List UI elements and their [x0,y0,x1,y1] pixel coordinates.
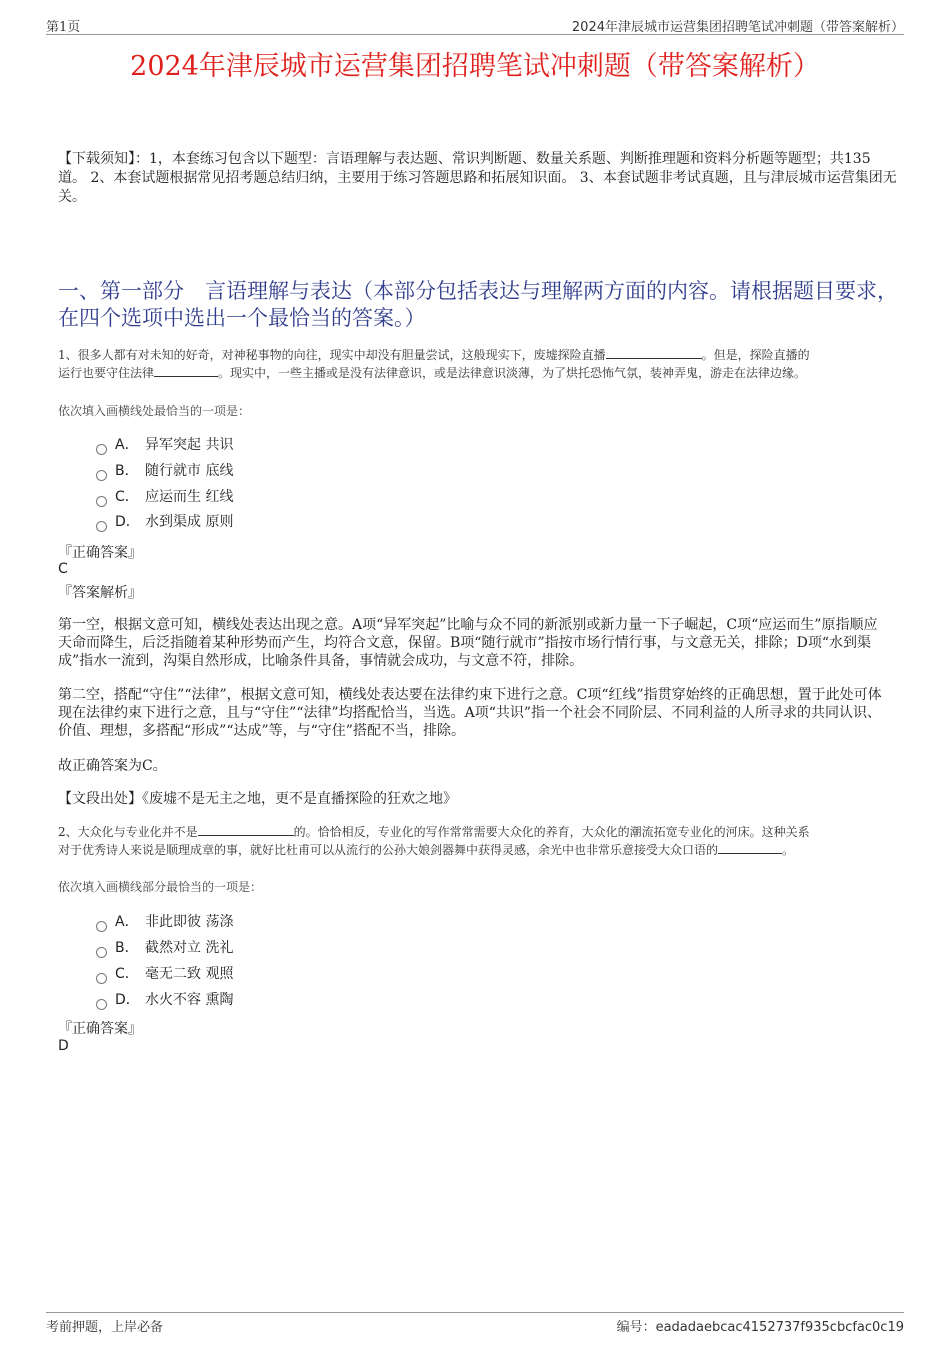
blank-3 [198,823,294,836]
q2-option-d[interactable]: D． 水火不容 熏陶 [96,989,233,1011]
download-notice: 【下载须知】：1，本套练习包含以下题型：言语理解与表达题、常识判断题、数量关系题、判断推理题和资料分析题等题型；共135道。 2、本套试题根据常见招考题总结归纳，主要用于练习答题思路和拓展知识面。 3、本套试题非考试真题，且与津辰城市运营集团无关。 [58,151,897,205]
footer-slogan: 考前押题，上岸必备 [46,1320,164,1335]
q1-answer-label: 『正确答案』 [58,545,142,561]
header-title: 2024年津辰城市运营集团招聘笔试冲刺题（带答案解析） [571,20,904,35]
q2-option-c[interactable]: C． 毫无二致 观照 [96,963,233,985]
radio-icon[interactable] [96,444,107,455]
q1-analysis-2: 第二空，搭配“守住”“法律”，根据文意可知，横线处表达要在法律约束下进行之意。C项“红线”指贯穿始终的正确思想，置于此处可体现在法律约束下进行之意，且与“守住”“法律”均搭配恰当，当选。A项“共识”指一个社会不同阶层、不同利益的人所寻求的共同认识、价值、理想，多搭配“形成”“达成”等，与“守住”搭配不当，排除。 [58,687,882,739]
radio-icon[interactable] [96,921,107,932]
radio-icon[interactable] [96,947,107,958]
q1-source: 【文段出处】《废墟不是无主之地，更不是直播探险的狂欢之地》 [58,791,457,807]
q2-option-a[interactable]: A． 非此即彼 荡涤 [96,911,233,933]
question-2-text: 2、大众化与专业化并不是 的。恰恰相反，专业化的写作常常需要大众化的养育，大众化的潮流拓宽专业化的河床。这种关系 对于优秀诗人来说是顺理成章的事，就好比杜甫可以从流行的公孙大娘剑器舞中获得灵感，余光中也非常乐意接受大众口语的 。 [58,825,810,857]
question-2-prompt: 依次填入画横线部分最恰当的一项是： [58,880,263,894]
radio-icon[interactable] [96,999,107,1010]
document-title: 2024年津辰城市运营集团招聘笔试冲刺题（带答案解析） [130,51,820,82]
q1-conclusion: 故正确答案为C。 [58,758,167,774]
page-number: 第1页 [46,20,81,35]
radio-icon[interactable] [96,521,107,532]
question-1-text: 1、很多人都有对未知的好奇，对神秘事物的向往，现实中却没有胆量尝试，这般现实下，废墟探险直播 。但是，探险直播的 运行也要守住法律 。现实中，一些主播或是没有法律意识，或是法律意识淡薄，为了烘托恐怖气氛，装神弄鬼，游走在法律边缘。 [58,348,810,380]
radio-icon[interactable] [96,470,107,481]
blank-2 [154,364,218,377]
page-header [46,14,904,35]
blank-1 [606,346,702,359]
q1-analysis-1: 第一空，根据文意可知，横线处表达出现之意。A项“异军突起”比喻与众不同的新派别或新力量一下子崛起，C项“应运而生”原指顺应天命而降生，后泛指随着某种形势而产生，均符合文意，保留。B项“随行就市”指按市场行情行事，与文意无关，排除；D项“水到渠成”指水一流到，沟渠自然形成，比喻条件具备，事情就会成功，与文意不符，排除。 [58,617,878,669]
section-heading: 一、第一部分 言语理解与表达（本部分包括表达与理解两方面的内容。请根据题目要求，在四个选项中选出一个最恰当的答案。） [58,279,898,330]
q2-answer-label: 『正确答案』 [58,1021,142,1037]
q1-option-b[interactable]: B． 随行就市 底线 [96,460,233,482]
document-code: 编号：eadadaebcac4152737f935cbcfac0c19 [616,1320,904,1335]
q2-answer: D [58,1038,69,1054]
blank-4 [718,841,782,854]
radio-icon[interactable] [96,496,107,507]
page-footer [46,1312,904,1335]
question-1-prompt: 依次填入画横线处最恰当的一项是： [58,404,251,418]
radio-icon[interactable] [96,973,107,984]
q1-answer: C [58,561,68,577]
q1-analysis-label: 『答案解析』 [58,585,142,601]
q1-option-d[interactable]: D． 水到渠成 原则 [96,511,233,533]
q1-option-a[interactable]: A． 异军突起 共识 [96,434,233,456]
q2-option-b[interactable]: B． 截然对立 洗礼 [96,937,233,959]
q1-option-c[interactable]: C． 应运而生 红线 [96,486,233,508]
